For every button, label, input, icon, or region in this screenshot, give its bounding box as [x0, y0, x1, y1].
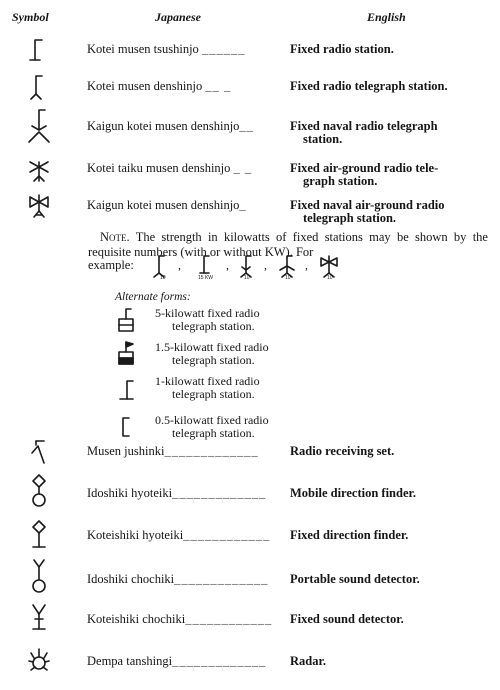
japanese-term: Kotei musen tsushinjo ______ — [87, 42, 246, 56]
japanese-term: Dempa tanshingi_____________ — [87, 654, 267, 668]
alternate-forms-title: Alternate forms: — [115, 291, 191, 303]
example-separator: , — [264, 258, 267, 272]
alternate-item: 5-kilowatt fixed radio telegraph station. — [155, 306, 260, 333]
alternate-item: 1.5-kilowatt fixed radio telegraph station. — [155, 340, 269, 367]
header-english: English — [367, 10, 406, 24]
english-term: Fixed naval air-ground radio telegraph station. — [290, 198, 445, 225]
fixed-radio-station-icon — [22, 35, 56, 65]
five-kw-station-icon — [115, 305, 141, 335]
svg-text:15 KW: 15 KW — [198, 275, 214, 281]
example-separator: , — [305, 258, 308, 272]
english-term: Fixed air-ground radio tele- graph station. — [290, 161, 439, 188]
radio-receiving-set-icon — [22, 435, 56, 465]
japanese-term: Kaigun kotei musen denshinjo_ — [87, 198, 247, 212]
note-label: Note. — [100, 230, 130, 244]
japanese-term: Kaigun kotei musen denshinjo__ — [87, 119, 254, 133]
example-symbol-icon — [195, 253, 217, 279]
example-symbol-icon — [276, 253, 298, 279]
example-separator: , — [178, 258, 181, 272]
air-ground-radio-icon — [22, 154, 56, 184]
naval-air-ground-radio-icon — [22, 191, 56, 221]
svg-text:10: 10 — [285, 275, 291, 281]
svg-text:10: 10 — [160, 275, 166, 281]
half-kw-station-icon — [115, 408, 141, 438]
svg-text:10: 10 — [244, 275, 250, 281]
japanese-term: Koteishiki chochiki____________ — [87, 612, 273, 626]
english-term: Radio receiving set. — [290, 444, 395, 458]
fixed-sound-detector-icon — [22, 601, 56, 635]
english-term: Fixed naval radio telegraph station. — [290, 119, 438, 146]
note-text: The strength in kilowatts of fixed stations may be shown by the requisite numbers (with or without KW). For — [88, 230, 488, 259]
english-term: Fixed sound detector. — [290, 612, 404, 626]
english-term: Fixed direction finder. — [290, 528, 409, 542]
example-separator: , — [226, 258, 229, 272]
english-term: Mobile direction finder. — [290, 486, 417, 500]
example-symbol-icon — [318, 253, 340, 279]
japanese-term: Idoshiki hyoteiki_____________ — [87, 486, 267, 500]
one-kw-station-icon — [115, 373, 141, 403]
japanese-term: Idoshiki chochiki_____________ — [87, 572, 269, 586]
english-term: Radar. — [290, 654, 327, 668]
japanese-term: Kotei taiku musen denshinjo _ _ — [87, 161, 253, 175]
naval-radio-telegraph-icon — [22, 108, 56, 144]
alternate-item: 0.5-kilowatt fixed radio telegraph station. — [155, 413, 269, 440]
portable-sound-detector-icon — [22, 557, 56, 595]
alternate-item: 1-kilowatt fixed radio telegraph station. — [155, 374, 260, 401]
example-symbol-icon — [236, 253, 258, 279]
english-term: Portable sound detector. — [290, 572, 420, 586]
fixed-direction-finder-icon — [22, 517, 56, 553]
japanese-term: Kotei musen denshinjo __ _ — [87, 79, 232, 93]
header-symbol: Symbol — [12, 10, 49, 24]
japanese-term: Koteishiki hyoteiki____________ — [87, 528, 271, 542]
english-term: Fixed radio telegraph station. — [290, 79, 448, 93]
example-symbol-icon — [150, 253, 172, 279]
english-term: Fixed radio station. — [290, 42, 394, 56]
one-point-five-kw-station-icon — [115, 338, 141, 368]
example-label: example: — [88, 258, 134, 272]
svg-text:10: 10 — [327, 275, 333, 281]
fixed-radio-telegraph-icon — [22, 72, 56, 102]
header-japanese: Japanese — [155, 10, 201, 24]
japanese-term: Musen jushinki_____________ — [87, 444, 259, 458]
mobile-direction-finder-icon — [22, 473, 56, 509]
radar-icon — [22, 643, 56, 675]
